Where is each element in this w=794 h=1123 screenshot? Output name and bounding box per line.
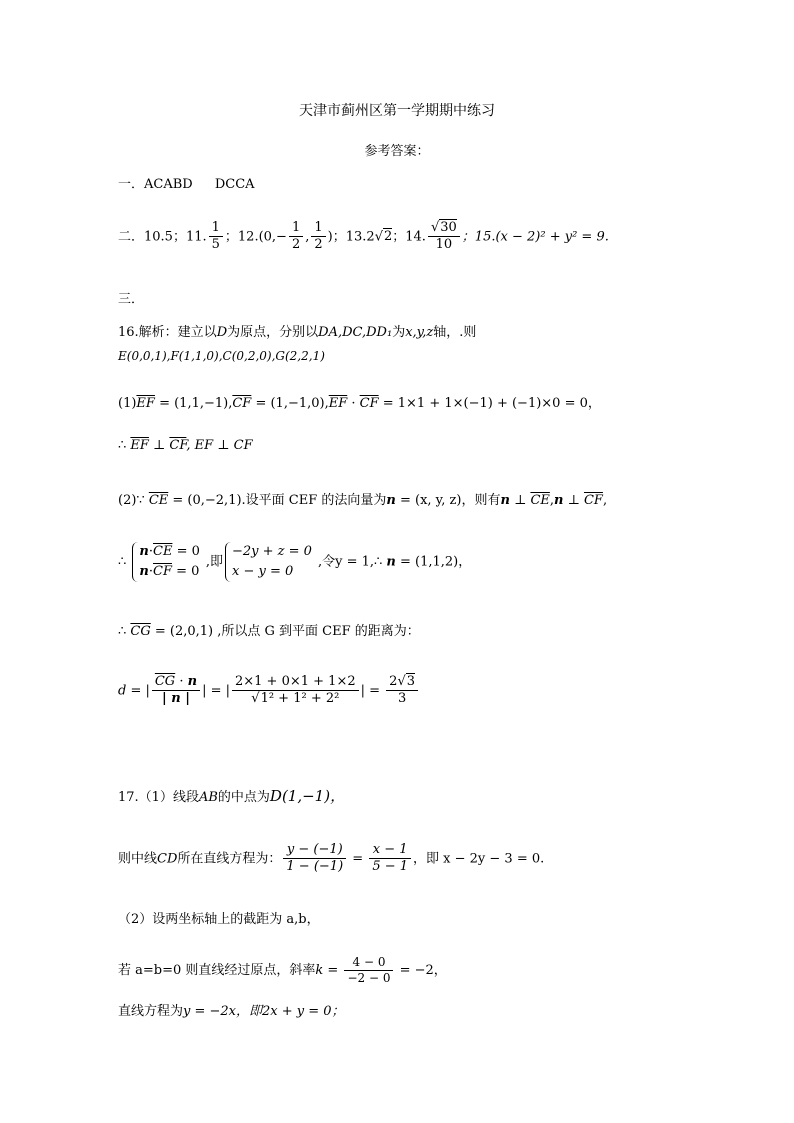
q16-p1-d: = 1×1 + 1×(−1) + (−1)×0 = 0，: [378, 396, 601, 411]
q16-d-pre: d = |: [118, 683, 150, 699]
dot: ·: [148, 544, 153, 559]
s14-pre: ；14.: [392, 229, 426, 245]
s15: ；15.(x − 2)² + y² = 9.: [461, 229, 609, 245]
frac12a-num: 1: [289, 220, 303, 237]
q16-intro: [118, 325, 476, 341]
eq-zero: = 0: [171, 564, 200, 580]
page-title: 天津市蓟州区第一学期期中练习: [299, 103, 495, 119]
fraction-d1: [152, 674, 200, 708]
vector-cf-2: $\overline{CF}$: [359, 396, 379, 411]
q17-p3-pre: 若 a=b=0 则直线经过原点，斜率: [118, 963, 316, 978]
q16-p2-f: ,: [602, 493, 608, 508]
s12-comma: ,: [305, 229, 310, 245]
k-den: −2 − 0: [347, 971, 391, 985]
vector-cf-3: $\overline{CF}$: [169, 438, 187, 453]
q16-p2-d: ,: [549, 493, 555, 508]
s12-pre: ；12.(0,−: [224, 229, 287, 245]
therefore-icon: ∴: [118, 554, 131, 570]
dot: ·: [175, 674, 188, 689]
fraction-11: [209, 220, 223, 254]
q17-line-post: ，即 x − 2y − 3 = 0.: [413, 851, 545, 867]
d3-den: 3: [397, 691, 407, 707]
q17-p1-pre: 17.（1）线段: [118, 790, 199, 805]
vector-ce: $\overline{CE}$: [153, 544, 173, 559]
frac14-radicand: 30: [440, 220, 457, 235]
vector-ef: $\overline{EF}$: [136, 396, 155, 411]
section1-rest: DCCA: [214, 177, 255, 192]
q17-ab: AB: [198, 790, 218, 805]
q16-p1-label: (1): [118, 396, 137, 411]
q16-intro-mid: 为原点，分别以: [227, 325, 319, 340]
q16-origin: D: [216, 325, 228, 340]
system-brace-2: [225, 542, 316, 582]
normal-n-2: n: [500, 493, 510, 508]
q17-slope: [118, 955, 447, 986]
q16-part1: [118, 396, 601, 412]
vector-cg: $\overline{CG}$: [130, 624, 151, 639]
root13: 2: [383, 229, 393, 245]
frac14-num: [428, 220, 460, 237]
vector-cf: $\overline{CF}$: [153, 564, 172, 580]
q17-p4-eq: y = −2x: [183, 1004, 237, 1019]
fraction-12b: [311, 220, 325, 254]
fraction-d2: [232, 674, 359, 708]
fraction-k: [344, 955, 393, 986]
q17-k-eq: =: [323, 963, 343, 978]
d1-den: | n |: [161, 691, 190, 707]
q16-p1-b: = (1,−1,0),: [251, 396, 329, 411]
frac11-den: 5: [211, 237, 220, 253]
frac14-den: 10: [435, 237, 453, 253]
q16-sys-mid: ,即: [205, 554, 224, 570]
d3-num: [386, 674, 418, 691]
q17-p4-post: ，即2x + y = 0；: [236, 1004, 345, 1019]
q16-coords: E(0,0,1),F(1,1,0),C(0,2,0),G(2,2,1): [118, 349, 325, 363]
section1-answers: [118, 177, 255, 193]
q16-p2-label: (2)∵: [118, 493, 149, 508]
d1-num: [152, 674, 200, 691]
sqrt-icon: √: [430, 220, 440, 235]
fraction-12a: [289, 220, 303, 254]
s12-post: )；13.2: [327, 229, 375, 245]
q16-axes: DA,DC,DD₁: [318, 325, 393, 340]
f17b-num: x − 1: [369, 842, 411, 859]
frac12b-num: 1: [311, 220, 325, 237]
frac11-num: 1: [209, 220, 223, 237]
q17-part2: （2）设两坐标轴上的截距为 a,b，: [118, 912, 320, 927]
frac12a-den: 2: [291, 237, 301, 253]
eq-zero: = 0: [172, 544, 200, 559]
q16-cg-post: = (2,0,1) ,所以点 G 到平面 CEF 的距离为：: [150, 624, 420, 639]
fraction-d3: [386, 674, 418, 708]
q16-xyz: x,y,z: [405, 325, 434, 340]
q16-part2: [118, 493, 607, 509]
vector-cg: $\overline{CG}$: [154, 674, 176, 689]
q16-p1-a: = (1,1,−1),: [154, 396, 233, 411]
page-subtitle: 参考答案：: [364, 144, 430, 159]
normal-n: n: [187, 674, 198, 689]
q17-eq: =: [348, 851, 368, 867]
q16-d-mid: | = |: [202, 683, 230, 699]
vector-ef-2: $\overline{EF}$: [328, 396, 348, 411]
q16-perp: [118, 438, 253, 454]
normal-n-3: n: [554, 493, 564, 508]
q17-line-pre: 则中线: [118, 851, 158, 867]
vector-cf: $\overline{CF}$: [232, 396, 252, 411]
fraction-17b: [369, 842, 411, 876]
perp-icon: ⊥: [148, 438, 170, 453]
q17-cd: CD: [157, 851, 178, 867]
d2-num: 2×1 + 0×1 + 1×2: [232, 674, 359, 691]
d2-den: [232, 691, 359, 707]
sqrt-icon: √: [397, 674, 406, 689]
vector-cf-4: $\overline{CF}$: [583, 493, 603, 508]
k-num: 4 − 0: [344, 955, 393, 971]
q16-intro-pre: 16.解析：建立以: [118, 325, 217, 340]
q16-perp-post: , EF ⊥ CF: [186, 438, 253, 453]
q16-system: [118, 542, 471, 582]
q16-p2-b: = (x, y, z)，则有: [395, 493, 501, 508]
sqrt-icon: √: [374, 229, 383, 245]
sqrt-icon: √: [251, 691, 260, 707]
q17-k-post: = −2，: [395, 963, 447, 978]
vector-ce-2: $\overline{CE}$: [530, 493, 550, 508]
f17a-den: 1 − (−1): [286, 859, 344, 875]
q16-sys-post: ,令y = 1,∴: [317, 554, 387, 570]
normal-n: n: [139, 544, 149, 559]
s2-lead: 二．10.5；11.: [118, 229, 207, 245]
vector-ce: $\overline{CE}$: [148, 493, 169, 508]
sys1-row1: [139, 542, 199, 562]
therefore-icon: ∴: [118, 438, 131, 453]
d3-radicand: 3: [406, 674, 416, 689]
q16-distance: [118, 674, 420, 708]
q16-p2-a: = (0,−2,1).设平面 CEF 的法向量为: [168, 493, 387, 508]
q16-sys-end: = (1,1,2)，: [395, 554, 472, 570]
normal-n: n: [386, 493, 396, 508]
frac12b-den: 2: [314, 237, 323, 253]
sys1-row2: [139, 562, 199, 582]
q16-p1-c: ·: [347, 396, 360, 411]
vector-ef-3: $\overline{EF}$: [130, 438, 149, 453]
q16-intro-for: 为: [392, 325, 406, 340]
q17-p4-pre: 直线方程为: [118, 1004, 184, 1019]
f17a-num: y − (−1): [283, 842, 346, 859]
normal-n: n: [139, 564, 149, 580]
q17-k: k: [315, 963, 324, 978]
normal-n-4: n: [386, 554, 396, 570]
q17-d-point: D(1,−1)，: [269, 787, 346, 805]
q17-median-line: [118, 842, 544, 876]
q17-p1-mid: 的中点为: [217, 790, 270, 805]
dot: ·: [148, 564, 153, 580]
fraction-17a: [283, 842, 346, 876]
section3-label: 三．: [118, 292, 145, 307]
q16-cg: [118, 624, 420, 640]
fraction-14: [428, 220, 460, 254]
section2-answers: [118, 220, 609, 254]
f17b-den: 5 − 1: [372, 859, 409, 875]
q16-d-eq: | =: [360, 683, 385, 699]
q16-intro-post: 轴，.则: [433, 325, 477, 340]
therefore-icon: ∴: [118, 624, 131, 639]
q17-line-mid: 所在直线方程为：: [177, 851, 282, 867]
sys2-row1: −2y + z = 0: [232, 544, 312, 559]
d3-coef: 2: [389, 674, 398, 689]
q16-p2-e: ⊥: [563, 493, 584, 508]
q17-line-equation: [118, 1004, 345, 1020]
d2-radicand: 1² + 1² + 2²: [260, 691, 340, 707]
sys2-row2: x − y = 0: [232, 564, 294, 580]
q17-part1: [118, 787, 345, 806]
q16-p2-c: ⊥: [509, 493, 531, 508]
system-brace-1: [132, 542, 203, 582]
section1-label: 一．ACABD: [118, 177, 193, 192]
